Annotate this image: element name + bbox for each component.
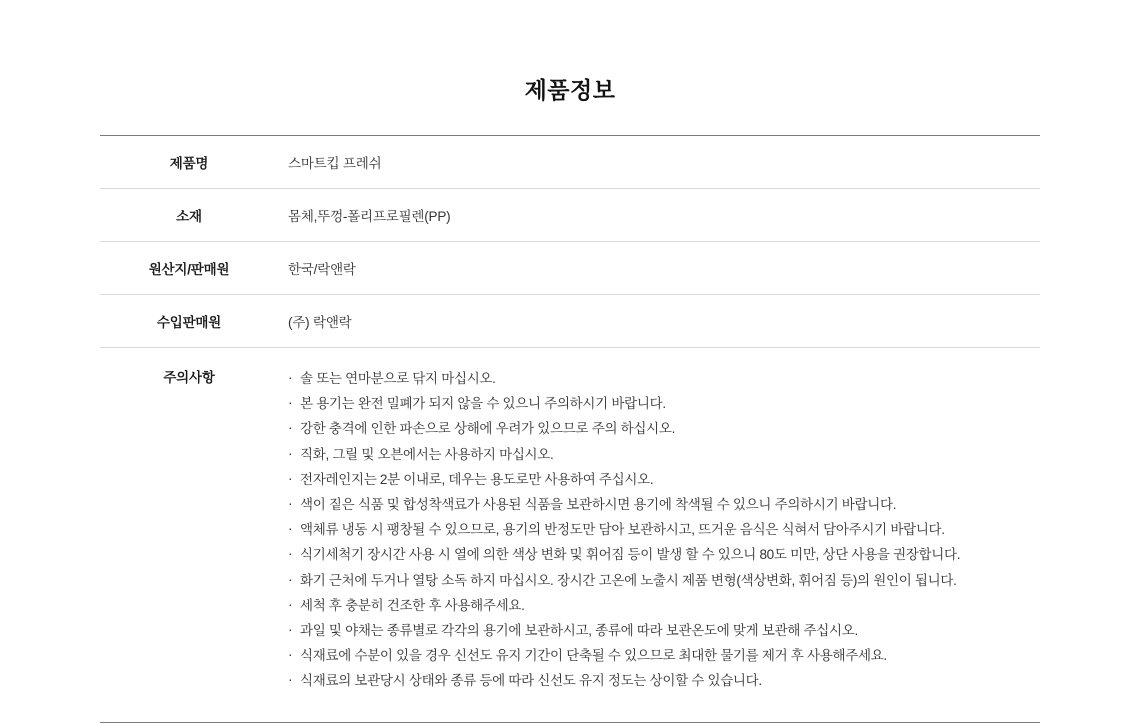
list-item: · 식재료의 보관당시 상태와 종류 등에 따라 신선도 유지 정도는 상이할 수 있습니다. [288,668,1040,693]
list-item: · 세척 후 충분히 건조한 후 사용해주세요. [288,593,1040,618]
list-item: · 직화, 그릴 및 오븐에서는 사용하지 마십시오. [288,442,1040,467]
row-value-cautions [288,348,1040,723]
table-row-cautions [100,348,1040,723]
row-label-product-name: 제품명 [169,156,209,171]
list-item: · 과일 및 야채는 종류별로 각각의 용기에 보관하시고, 종류에 따라 보관온도에 맞게 보관해 주십시오. [288,618,1040,643]
table-row [100,242,1040,295]
table-row [100,295,1040,348]
list-item: · 액체류 냉동 시 팽창될 수 있으므로, 용기의 반정도만 담아 보관하시고, 뜨거운 음식은 식혀서 담아주시기 바랍니다. [288,517,1040,542]
list-item: · 본 용기는 완전 밀폐가 되지 않을 수 있으니 주의하시기 바랍니다. [288,391,1040,416]
row-label-cautions: 주의사항 [163,370,215,385]
list-item: · 색이 짙은 식품 및 합성착색료가 사용된 식품을 보관하시면 용기에 착색될 수 있으니 주의하시기 바랍니다. [288,492,1040,517]
row-value-material: 몸체,뚜껑-폴리프로필렌(PP) [288,209,451,224]
product-info-table [100,135,1040,723]
row-value-product-name: 스마트킵 프레쉬 [288,156,382,171]
table-row [100,189,1040,242]
page-title: 제품정보 [524,77,616,103]
row-label-origin-seller: 원산지/판매원 [148,262,230,277]
row-value-importer: (주) 락앤락 [288,315,352,330]
row-value-origin-seller: 한국/락앤락 [288,262,356,277]
list-item: · 화기 근처에 두거나 열탕 소독 하지 마십시오. 장시간 고온에 노출시 제품 변형(색상변화, 휘어짐 등)의 원인이 됩니다. [288,568,1040,593]
list-item: · 강한 충격에 인한 파손으로 상해에 우려가 있으므로 주의 하십시오. [288,416,1040,441]
cautions-list [288,366,1040,694]
product-info-table-wrapper [100,135,1040,723]
table-row [100,136,1040,189]
row-label-material: 소재 [176,209,202,224]
list-item: · 식재료에 수분이 있을 경우 신선도 유지 기간이 단축될 수 있으므로 최대한 물기를 제거 후 사용해주세요. [288,643,1040,668]
list-item: · 전자레인지는 2분 이내로, 데우는 용도로만 사용하여 주십시오. [288,467,1040,492]
list-item: · 식기세척기 장시간 사용 시 열에 의한 색상 변화 및 휘어짐 등이 발생 할 수 있으니 80도 미만, 상단 사용을 권장합니다. [288,542,1040,567]
row-label-importer: 수입판매원 [156,315,222,330]
list-item: · 솔 또는 연마분으로 닦지 마십시오. [288,366,1040,391]
